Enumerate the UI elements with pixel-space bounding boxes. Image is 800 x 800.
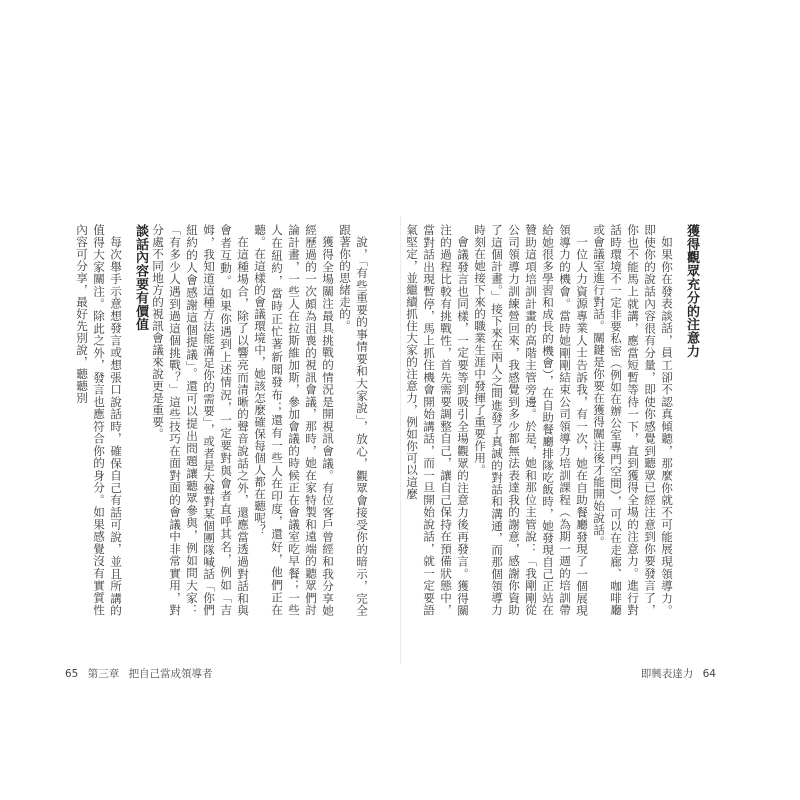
right-paragraph-3: 會議發言也同樣，一定要等到吸引全場觀眾的注意力後再發言。獲得關注的過程比較有挑戰性，首先需要調整自己，讓自己保持在預備狀態中，當對話出現暫停，馬上抓住機會開始講話，而一旦開始說話，就一定要語氣堅定，並繼續抓住大家的注意力，例如你可以這麼 — [405, 224, 470, 616]
left-page-heading: 談話內容要有價值 — [133, 224, 148, 332]
left-page-number: 65 — [65, 668, 79, 680]
chapter-title: 把自己當成領導者 — [128, 668, 213, 680]
left-page-footer — [65, 666, 219, 681]
left-page-text — [75, 224, 370, 616]
right-paragraph-2: 一位人力資源專業人士告訴我，有一次，她在自助餐廳發現了一個展現領導力的機會。當時她剛剛結束公司領導力培訓課程（為期一週的培訓帶給她很多學習和成長的機會），在自助餐廳排隊吃飯時，她發現自己正站在贊助這項培訓計畫的高階主管旁邊。於是，她和那位主管說：「我剛剛從公司領導力訓練營回來，我感覺到多少都無法表達我的謝意，感謝你資助了這個計畫。」接下來在兩人之間進發了真誠的對話和溝通，而那個領導力時刻在她接下來的職業生涯中發揮了重要作用。 — [473, 224, 589, 616]
right-paragraph-1: 如果你在發表談話，員工卻不認真傾聽，那麼你就不可能展現領導力。即使你的說話內容很有分量，即使你感覺到聽眾已經注意到你要發言了，你也不能馬上就講，應當短暫等待一下，直到獲得全場的注意力。進行對話時環境不一定非要私密（例如在辦公室專門空間），可以在走廊、咖啡廳或會議室進行對話。關鍵是你要在獲得關注後才能開始說話。 — [592, 224, 674, 616]
right-page-heading: 獲得觀眾充分的注意力 — [684, 224, 699, 358]
left-paragraph-2: 獲得全場關注最具挑戰的情況是開視訊會議。有位客戶曾經和我分享她經歷過的一次頗為沮喪的視訊會議，那時，她在家特製和遠端的聽眾們討論計畫，一些人在拉斯維加斯，參加會議的時候正在會議室吃早餐；一些人在紐約，當時正忙著新聞發布；還有一些人在印度，還好，他們正在聽。在這樣的會議環境中，她該怎麼確保每個人都在聽呢？ — [253, 224, 335, 616]
chapter-label: 第三章 — [87, 668, 120, 680]
section-title: 即興表達力 — [640, 668, 694, 680]
left-paragraph-4: 每次舉手示意想發言或想張口說話時，確保自己有話可說，並且所講的值得大家關注。除此之外，發言也應符合你的身分。如果感覺沒有實質性內容可分享，最好先別說，聽聽別 — [75, 224, 123, 616]
left-paragraph-3: 在這種場合，除了以響亮而清晰的聲音說話之外，還應當透過對話和與會者互動。如果你遇到上述情況，一定要對與會者直呼其名，例如「吉姆，我知道這種方法能滿足你的需要」，或者是大聲對某個團隊喊話「你們紐約的人會感謝這個提議」。還可以提出問題讓聽眾參與，例如問大家：「有多少人遇到過這個挑戰？」這些技巧在面對面的會議中非常實用，對分處不同地方的視訊會議來說更是重要。 — [151, 224, 250, 616]
left-paragraph-1: 說，「有些重要的事情要和大家說」，放心，觀眾會接受你的暗示，完全跟著你的思緒走的。 — [338, 224, 369, 616]
right-page-text — [405, 224, 700, 616]
page-gutter — [400, 215, 401, 665]
right-page-footer — [641, 666, 722, 681]
right-page-number: 64 — [702, 668, 716, 680]
